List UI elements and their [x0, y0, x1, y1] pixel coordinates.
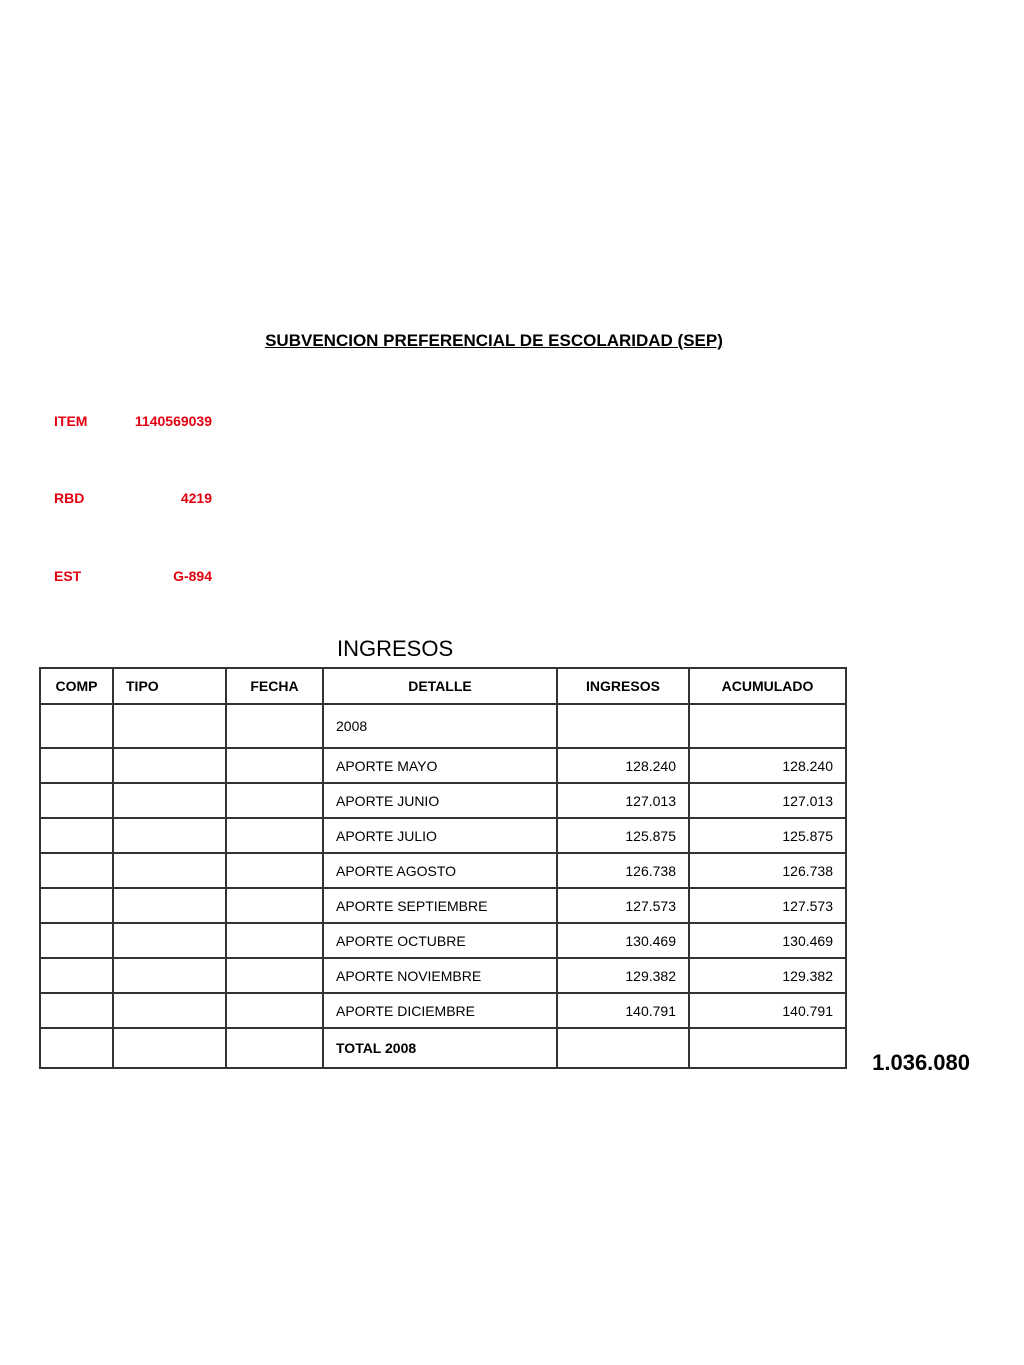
- header-tipo: TIPO: [113, 668, 226, 704]
- ingresos-cell: 130.469: [557, 923, 689, 958]
- empty-cell: [40, 818, 113, 853]
- header-fecha: FECHA: [226, 668, 323, 704]
- ingresos-cell: 140.791: [557, 993, 689, 1028]
- section-title: INGRESOS: [337, 636, 454, 661]
- acumulado-cell: 125.875: [689, 818, 846, 853]
- est-label: EST: [54, 568, 82, 584]
- item-value: 1140569039: [134, 413, 212, 429]
- table-row: [40, 853, 846, 888]
- total-row: [40, 1028, 846, 1068]
- empty-cell: [557, 1028, 689, 1068]
- ingresos-cell: 127.573: [557, 888, 689, 923]
- header-ingresos: INGRESOS: [557, 668, 689, 704]
- table-row: [40, 783, 846, 818]
- empty-cell: [226, 993, 323, 1028]
- rbd-label: RBD: [54, 490, 85, 506]
- empty-cell: [113, 818, 226, 853]
- empty-cell: [226, 1028, 323, 1068]
- table-row: [40, 923, 846, 958]
- detalle-cell: APORTE MAYO: [323, 748, 557, 783]
- acumulado-cell: 128.240: [689, 748, 846, 783]
- empty-cell: [226, 783, 323, 818]
- acumulado-cell: 130.469: [689, 923, 846, 958]
- header-acumulado: ACUMULADO: [689, 668, 846, 704]
- header-detalle: DETALLE: [323, 668, 557, 704]
- acumulado-cell: 127.013: [689, 783, 846, 818]
- empty-cell: [113, 1028, 226, 1068]
- table-row: [40, 748, 846, 783]
- acumulado-cell: 140.791: [689, 993, 846, 1028]
- year-label: 2008: [323, 704, 557, 748]
- table-row: [40, 888, 846, 923]
- empty-cell: [226, 923, 323, 958]
- ingresos-cell: 126.738: [557, 853, 689, 888]
- empty-cell: [557, 704, 689, 748]
- document-title: SUBVENCION PREFERENCIAL DE ESCOLARIDAD (SEP): [265, 331, 723, 350]
- empty-cell: [40, 923, 113, 958]
- empty-cell: [40, 993, 113, 1028]
- empty-cell: [226, 704, 323, 748]
- empty-cell: [226, 818, 323, 853]
- empty-cell: [226, 853, 323, 888]
- table-row: [40, 993, 846, 1028]
- rbd-value: 4219: [180, 490, 212, 506]
- empty-cell: [40, 704, 113, 748]
- item-label: ITEM: [54, 413, 88, 429]
- empty-cell: [113, 704, 226, 748]
- empty-cell: [40, 853, 113, 888]
- detalle-cell: APORTE SEPTIEMBRE: [323, 888, 557, 923]
- est-value: G-894: [173, 568, 212, 584]
- empty-cell: [40, 888, 113, 923]
- empty-cell: [113, 958, 226, 993]
- detalle-cell: APORTE DICIEMBRE: [323, 993, 557, 1028]
- empty-cell: [40, 748, 113, 783]
- acumulado-cell: 129.382: [689, 958, 846, 993]
- empty-cell: [689, 704, 846, 748]
- empty-cell: [689, 1028, 846, 1068]
- year-row: [40, 704, 846, 748]
- detalle-cell: APORTE AGOSTO: [323, 853, 557, 888]
- table-row: [40, 958, 846, 993]
- header-comp: COMP: [40, 668, 113, 704]
- empty-cell: [113, 853, 226, 888]
- detalle-cell: APORTE NOVIEMBRE: [323, 958, 557, 993]
- empty-cell: [226, 888, 323, 923]
- empty-cell: [113, 783, 226, 818]
- empty-cell: [113, 993, 226, 1028]
- table-header-row: [40, 668, 846, 704]
- empty-cell: [40, 958, 113, 993]
- empty-cell: [113, 888, 226, 923]
- detalle-cell: APORTE JUNIO: [323, 783, 557, 818]
- ingresos-cell: 125.875: [557, 818, 689, 853]
- ledger-table: [39, 667, 847, 1069]
- table-row: [40, 818, 846, 853]
- detalle-cell: APORTE OCTUBRE: [323, 923, 557, 958]
- total-label: TOTAL 2008: [323, 1028, 557, 1068]
- grand-total: 1.036.080: [872, 1050, 970, 1075]
- ingresos-cell: 128.240: [557, 748, 689, 783]
- ingresos-cell: 129.382: [557, 958, 689, 993]
- empty-cell: [113, 923, 226, 958]
- ingresos-cell: 127.013: [557, 783, 689, 818]
- acumulado-cell: 127.573: [689, 888, 846, 923]
- empty-cell: [226, 958, 323, 993]
- acumulado-cell: 126.738: [689, 853, 846, 888]
- empty-cell: [40, 1028, 113, 1068]
- empty-cell: [113, 748, 226, 783]
- empty-cell: [40, 783, 113, 818]
- detalle-cell: APORTE JULIO: [323, 818, 557, 853]
- empty-cell: [226, 748, 323, 783]
